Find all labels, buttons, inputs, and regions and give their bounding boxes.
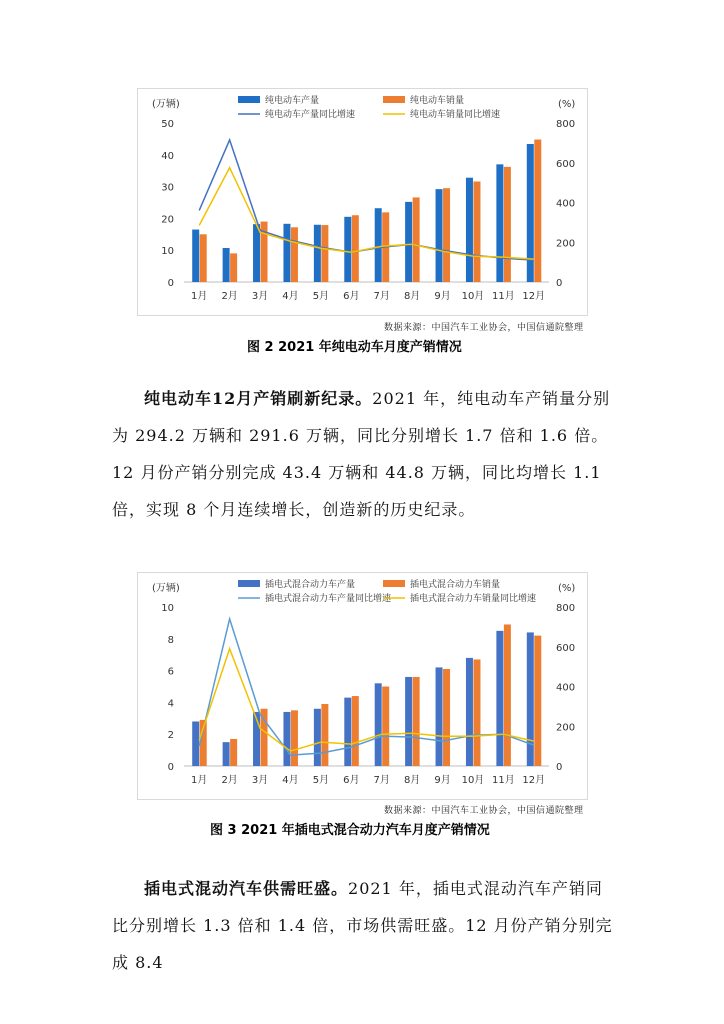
fig2-bar-production [375, 208, 382, 282]
fig3-right-tick: 800 [556, 603, 576, 614]
figure-3-chart-svg [138, 573, 589, 801]
fig3-bar-production [283, 712, 290, 766]
fig3-x-tick: 2月 [221, 775, 238, 786]
fig2-bar-production [283, 224, 290, 282]
fig2-bar-sales [504, 167, 511, 282]
fig2-x-tick: 8月 [403, 291, 421, 302]
fig3-x-tick: 11月 [492, 775, 515, 786]
fig3-bar-sales [352, 696, 359, 766]
figure-3-source: 数据来源：中国汽车工业协会，中国信通院整理 [384, 806, 584, 816]
fig2-bar-sales [534, 140, 541, 282]
fig2-legend-production-growth-label: 纯电动车产量同比增速 [265, 110, 356, 120]
fig2-x-tick: 3月 [251, 291, 269, 302]
fig3-left-tick: 10 [161, 603, 174, 614]
fig2-line-production-growth [199, 140, 534, 260]
fig3-x-tick: 6月 [343, 775, 360, 786]
fig2-bar-production [192, 230, 199, 282]
fig3-bar-production [466, 658, 473, 766]
fig2-bar-sales [230, 253, 237, 282]
fig3-x-tick: 4月 [282, 775, 299, 786]
fig3-legend-production-growth-label: 插电式混合动力车产量同比增速 [265, 594, 392, 604]
fig2-bar-production [314, 225, 321, 282]
fig3-left-tick: 6 [167, 666, 174, 678]
fig3-left-axis-unit: (万辆) [152, 583, 180, 594]
fig2-left-tick: 10 [161, 246, 174, 258]
fig2-x-tick: 7月 [373, 291, 390, 302]
paragraph-phev-body: 2021 年，插电式混动汽车产销同比分别增长 1.3 倍和 1.4 倍，市场供需旺盛。12 月份产销分别完成 8.4 [112, 879, 613, 972]
figure-3-chart [137, 572, 588, 800]
fig3-bar-production [344, 698, 351, 766]
fig2-x-tick: 9月 [434, 291, 451, 302]
fig2-bar-production [436, 189, 443, 282]
fig3-bar-sales [473, 659, 480, 766]
fig2-bar-sales [352, 215, 359, 282]
fig3-x-tick: 3月 [251, 775, 269, 786]
fig3-legend-production-label: 插电式混合动力车产量 [265, 580, 356, 590]
fig3-bar-production [527, 632, 534, 766]
fig3-left-tick: 0 [167, 762, 174, 773]
paragraph-bev-body: 2021 年，纯电动车产销量分别为 294.2 万辆和 291.6 万辆，同比分别增长 1.7 倍和 1.6 倍。12 月份产销分别完成 43.4 万辆和 44.8 万辆，同比均增长 1.1 倍，实现 8 个月连续增长，创造新的历史纪录。 [112, 389, 611, 519]
figure-3-caption: 图 3 2021 年插电式混合动力汽车月度产销情况 [210, 823, 490, 838]
fig2-bar-sales [443, 188, 450, 282]
fig3-bar-sales [291, 710, 298, 766]
fig2-legend-sales-label: 纯电动车销量 [410, 96, 465, 106]
fig2-right-tick: 0 [556, 278, 563, 289]
fig3-x-tick: 1月 [191, 775, 208, 786]
fig3-right-tick: 600 [556, 642, 576, 654]
fig2-right-tick: 600 [556, 158, 576, 170]
fig3-left-tick: 4 [167, 698, 174, 710]
fig3-legend-sales-label: 插电式混合动力车销量 [410, 580, 501, 590]
paragraph-phev [112, 870, 616, 981]
fig2-bar-production [496, 164, 503, 282]
fig3-right-axis-unit: (%) [558, 583, 576, 594]
fig2-bar-production [344, 217, 351, 282]
fig2-line-sales-growth [199, 168, 534, 259]
fig2-left-axis-unit: (万辆) [152, 99, 180, 110]
fig3-bar-sales [413, 677, 420, 766]
fig2-x-tick: 2月 [221, 291, 238, 302]
fig3-bar-sales [321, 704, 328, 766]
fig3-right-tick: 400 [556, 682, 576, 694]
paragraph-bev-lead: 纯电动车12月产销刷新纪录。 [144, 389, 373, 408]
fig2-x-tick: 11月 [492, 291, 515, 302]
paragraph-phev-lead: 插电式混动汽车供需旺盛。 [144, 879, 349, 898]
fig3-line-production-growth [199, 619, 534, 755]
fig3-bar-sales [504, 624, 511, 766]
fig3-bar-production [375, 683, 382, 766]
fig2-bar-production [466, 178, 473, 282]
fig3-legend-sales-swatch [383, 580, 405, 587]
fig2-bar-production [405, 202, 412, 282]
fig3-right-tick: 200 [556, 722, 576, 734]
fig2-x-tick: 4月 [282, 291, 299, 302]
fig3-bar-production [405, 677, 412, 766]
fig3-bar-production [314, 709, 321, 766]
fig2-bar-production [223, 248, 230, 282]
fig3-bar-production [223, 742, 230, 766]
fig3-line-sales-growth [199, 649, 534, 751]
fig3-bar-sales [534, 636, 541, 766]
fig3-bar-production [436, 667, 443, 766]
fig2-right-axis-unit: (%) [558, 99, 576, 110]
fig2-legend-production-swatch [238, 96, 260, 103]
figure-2-caption: 图 2 2021 年纯电动车月度产销情况 [247, 340, 462, 355]
fig3-legend-production-swatch [238, 580, 260, 587]
fig3-bar-sales [443, 669, 450, 766]
fig2-legend-sales-swatch [383, 96, 405, 103]
fig3-left-tick: 2 [167, 730, 174, 742]
figure-2-source: 数据来源：中国汽车工业协会，中国信通院整理 [384, 323, 584, 333]
fig2-bar-sales [200, 234, 207, 282]
fig3-x-tick: 12月 [522, 775, 546, 786]
fig3-bar-production [496, 631, 503, 766]
fig3-right-tick: 0 [556, 762, 563, 773]
fig3-left-tick: 8 [167, 634, 174, 646]
fig2-legend-sales-growth-label: 纯电动车销量同比增速 [410, 110, 501, 120]
fig2-legend-production-label: 纯电动车产量 [265, 96, 320, 106]
fig2-bar-production [527, 144, 534, 282]
fig2-right-tick: 800 [556, 119, 576, 130]
fig2-x-tick: 10月 [461, 291, 485, 302]
fig3-bar-production [192, 721, 199, 766]
fig3-x-tick: 5月 [312, 775, 330, 786]
fig2-bar-production [253, 224, 260, 282]
fig2-bar-sales [321, 225, 328, 282]
fig2-left-tick: 50 [161, 119, 174, 130]
paragraph-bev [112, 380, 616, 528]
fig3-legend-sales-growth-label: 插电式混合动力车销量同比增速 [410, 594, 537, 604]
fig2-left-tick: 0 [167, 278, 174, 289]
fig2-right-tick: 400 [556, 198, 576, 210]
fig3-x-tick: 8月 [403, 775, 421, 786]
figure-2-chart [137, 88, 588, 316]
fig3-x-tick: 10月 [461, 775, 485, 786]
fig2-bar-sales [473, 182, 480, 282]
fig2-bar-sales [413, 197, 420, 282]
fig3-bar-sales [230, 739, 237, 766]
fig2-x-tick: 1月 [191, 291, 208, 302]
fig2-left-tick: 40 [161, 150, 174, 162]
fig2-x-tick: 12月 [522, 291, 546, 302]
fig3-bar-sales [382, 687, 389, 767]
fig2-left-tick: 30 [161, 182, 174, 194]
fig2-bar-sales [291, 227, 298, 282]
fig3-x-tick: 9月 [434, 775, 451, 786]
fig2-x-tick: 5月 [312, 291, 330, 302]
fig2-x-tick: 6月 [343, 291, 360, 302]
fig2-left-tick: 20 [161, 214, 174, 226]
fig2-right-tick: 200 [556, 238, 576, 250]
fig3-x-tick: 7月 [373, 775, 390, 786]
figure-2-chart-svg [138, 89, 589, 317]
